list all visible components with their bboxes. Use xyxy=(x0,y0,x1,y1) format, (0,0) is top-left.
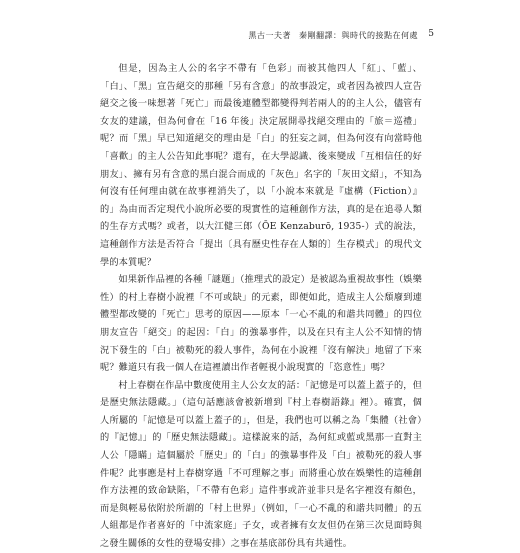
running-head-chapter-title: 與時代的接點在何處 xyxy=(341,31,418,40)
paragraph-2: 如果新作品裡的各種「謎題」（推理式的設定）是被認為重視故事性（娛樂性）的村上春樹小說裡「不可或缺」的元素，即便如此，造成主人公頹廢到連體型都改變的「死亡」思考的原因——原本「一心不亂的和諧共同體」的四位朋友宣告「絕交」的起因：「白」的強暴事件，以及在只有主人公不知情的情況下發生的「白」被勒死的殺人事件，為何在小說裡「沒有解決」地留了下來呢？難道只有我一個人在這裡讀出作者輕視小說現實的「恣意性」嗎？ xyxy=(100,274,422,374)
body-text xyxy=(100,60,422,553)
running-head: 黑古一夫著 秦剛翻譯：與時代的接點在何處 xyxy=(248,31,418,40)
paragraph-3: 村上春樹在作品中數度使用主人公女友的話：「記憶是可以蓋上蓋子的，但是歷史無法隱藏。」（這句話應該會被新增到『村上春樹語錄』裡）。確實，個人所屬的「記憶是可以蓋上蓋子的」，但是，我們也可以稱之為「集體（社會）的『記憶』」的「歷史無法隱藏」。這樣說來的話，為何紅或藍或黑那一直對主人公「隱瞞」這個屬於「歷史」的「白」的強暴事件及「白」被勒死的殺人事件呢？此事應是村上春樹穿過「不可理解之事」而將重心放在娛樂性的這種創作方法裡的致命缺陷，「不帶有色彩」這件事或許並非只是名字裡沒有顏色，而是與輕易依附於所謂的「村上世界」（例如，「一心不亂的和諧共同體」的五人組都是作者喜好的「中流家庭」子女，或者擁有女友但仍在第三次見面時與之發生關係的女性的登場安排）之事在基底部份具有共通性。 xyxy=(100,379,422,550)
running-head-translator: 秦剛翻譯 xyxy=(299,31,333,40)
page-number: 5 xyxy=(428,29,434,39)
running-head-author: 黑古一夫著 xyxy=(248,31,291,40)
paragraph-1: 但是，因為主人公的名字不帶有「色彩」而被其他四人「紅」、「藍」、「白」、「黑」宣告絕交的那種「另有含意」的故事設定，或者因為被四人宣告絕交之後一味想著「死亡」而最後連體型都變得判若兩人的的主人公，儘管有女友的建議，但為何會在「16 年後」決定展開尋找絕交理由的「旅＝巡禮」呢？而「黑」早已知道絕交的理由是「白」的狂妄之詞，但為何沒有向當時他「喜歡」的主人公告知此事呢？還有，在大學認識、後來變成「互相信任的好朋友」、擁有另有含意的黑白混合而成的「灰色」名字的「灰田文紹」，不知為何沒有任何理由就在故事裡消失了，以「小說本來就是『虛構（Fiction）』的」為由而否定現代小說所必要的現實性的這種創作方法，真的是在追尋人類的生存方式嗎？或者，以大江健三郎（ŌE Kenzaburō, 1935-）式的說法，這種創作方法是否符合「提出〔具有歷史性存在人類的〕生存模式」的現代文學的本質呢？ xyxy=(100,63,422,268)
